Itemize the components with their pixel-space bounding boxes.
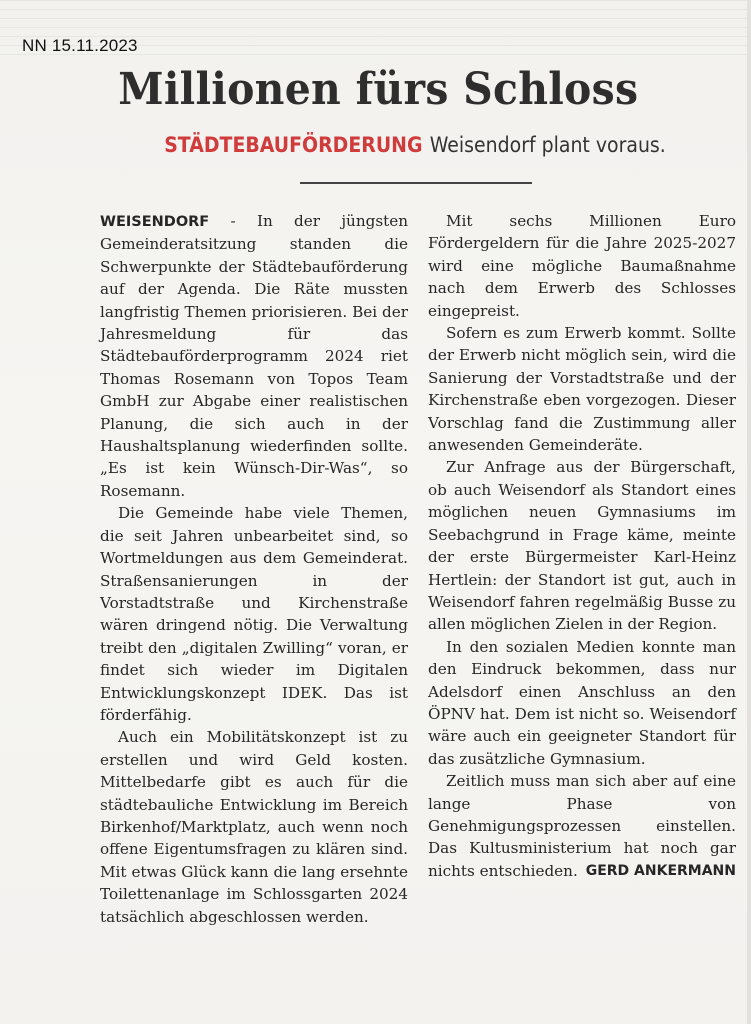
headline: Millionen fürs Schloss	[118, 64, 639, 115]
dateline: WEISENDORF	[100, 214, 210, 230]
paragraph: Zeitlich muss man sich aber auf eine lange Phase von Genehmigungsprozessen einstellen. Das Kultusministerium hat noch gar nichts entschieden.	[428, 772, 736, 880]
subheadline	[42, 133, 751, 157]
paragraph: Zur Anfrage aus der Bürgerschaft, ob auch Weisendorf als Standort eines möglichen neuen Gymnasiums im Seebachgrund in Frage käme, meinte der erste Bürgermeister Karl-Heinz Hertlein: der Standort ist gut, auch in Weisendorf fahren regelmäßig Busse zu allen möglichen Zielen in der Region.	[428, 458, 736, 634]
paragraph: Sofern es zum Erwerb kommt. Sollte der Erwerb nicht möglich sein, wird die Sanierung der Vorstadtstraße und der Kirchenstraße eben vorgezogen. Dieser Vorschlag fand die Zustimmung aller anwesenden Gemeinderäte.	[428, 324, 736, 455]
paragraph: In den sozialen Medien konnte man den Eindruck bekommen, dass nur Adelsdorf einen Anschluss an den ÖPNV hat. Dem ist nicht so. Weisendorf wäre auch ein geeigneter Standort für das zusätzliche Gymnasium.	[428, 637, 736, 768]
scan-edge	[747, 0, 751, 1024]
article-column-left	[100, 210, 408, 928]
dateline-separator: -	[209, 212, 257, 230]
paragraph-text: In der jüngsten Gemeinderatsitzung standen die Schwerpunkte der Städtebauförderung auf der Agenda. Die Räte mussten langfristig Themen priorisieren. Bei der Jahresmeldung für das Städtebauförderprogramm 2024 riet Thomas Rosemann von Topos Team GmbH zur Abgabe einer realistischen Planung, die sich auch in der Haushaltsplanung wiederfinden sollte. „Es ist kein Wünsch-Dir-Was“, so Rosemann.	[100, 212, 408, 500]
paragraph: Auch ein Mobilitätskonzept ist zu erstellen und wird Geld kosten. Mittelbedarfe gibt es auch für die städtebauliche Entwicklung im Bereich Birkenhof/Marktplatz, auch wenn noch offene Eigentumsfragen zu klären sind. Mit etwas Glück kann die lang ersehnte Toilettenanlage im Schlossgarten 2024 tatsächlich abgeschlossen werden.	[100, 728, 408, 926]
source-date-stamp: NN 15.11.2023	[22, 36, 138, 55]
author-byline: GERD ANKERMANN	[585, 863, 736, 880]
article-column-right	[428, 210, 736, 883]
kicker: STÄDTEBAUFÖRDERUNG	[164, 133, 423, 157]
paragraph	[100, 210, 408, 502]
paragraph: Mit sechs Millionen Euro Fördergeldern für die Jahre 2025-2027 wird eine mögliche Baumaßnahme nach dem Erwerb des Schlosses eingepreist.	[428, 212, 736, 320]
paragraph: Die Gemeinde habe viele Themen, die seit Jahren unbearbeitet sind, so Wortmeldungen aus dem Gemeinderat. Straßensanierungen in der Vorstadtstraße und Kirchenstraße wären dringend nötig. Die Verwaltung treibt den „digitalen Zwilling“ voran, er findet sich wieder im Digitalen Entwicklungskonzept IDEK. Das ist förderfähig.	[100, 504, 408, 724]
deck: Weisendorf plant voraus.	[429, 133, 666, 157]
headline-divider	[300, 182, 532, 184]
